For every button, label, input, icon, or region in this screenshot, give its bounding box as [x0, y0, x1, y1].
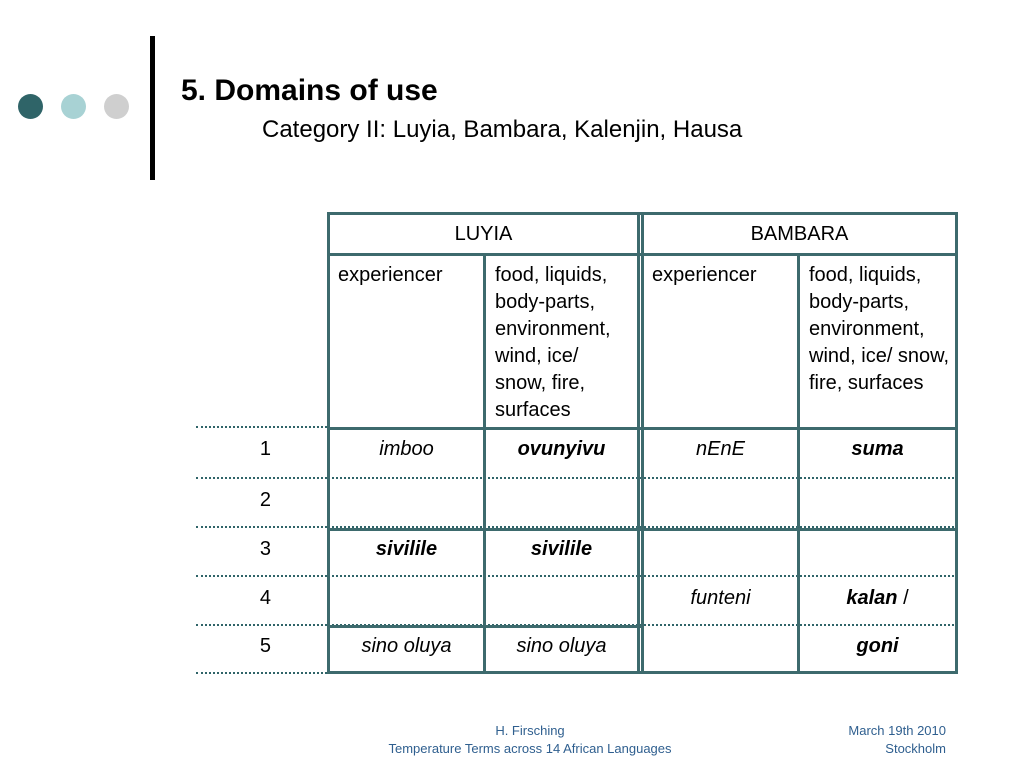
row-separator: [196, 426, 327, 428]
slide-subtitle: Category II: Luyia, Bambara, Kalenjin, Hausa: [262, 116, 743, 143]
row-label: 3: [259, 538, 271, 560]
table-cell: sino oluya: [516, 635, 607, 657]
table-cell: funteni: [690, 587, 751, 609]
column-border: [483, 254, 486, 674]
subheader-domains: food, liquids, body-parts, environment, wind, ice/ snow, fire, surfaces: [809, 264, 950, 394]
row-separator: [196, 575, 327, 577]
row-separator: [196, 477, 327, 479]
table-cell: sino oluya: [361, 635, 452, 657]
slide-title: 5. Domains of use: [181, 74, 438, 107]
decorative-dot-light: [61, 94, 86, 119]
table-cell: sivilile: [375, 538, 438, 560]
domains-table: [196, 212, 958, 674]
table-cell: imboo: [379, 438, 434, 460]
subheader-experiencer: experiencer: [338, 264, 443, 286]
footer-right: [760, 722, 946, 758]
table-cell: sivilile: [530, 538, 593, 560]
row-label-column: [196, 212, 327, 674]
row-label: 4: [259, 587, 271, 609]
row-separator: [196, 672, 327, 674]
row-label: 2: [259, 489, 271, 511]
subheader-domains: food, liquids, body-parts, environment, wind, ice/ snow, fire, surfaces: [495, 264, 611, 421]
column-border: [955, 212, 958, 674]
footer-date: March 19th 2010: [848, 723, 946, 738]
table-cell: [800, 585, 955, 612]
table-cell: goni: [856, 635, 899, 657]
table-cell-word: kalan: [846, 587, 898, 609]
row-label: 1: [259, 438, 271, 460]
decorative-dot-grey: [104, 94, 129, 119]
row-separator: [196, 526, 327, 528]
footer-center: [300, 722, 760, 758]
column-border: [637, 212, 640, 674]
footer-place: Stockholm: [885, 741, 946, 756]
table-grid: [327, 212, 958, 674]
table-cell: ovunyivu: [517, 438, 606, 460]
table-cell: nEnE: [696, 438, 745, 460]
header-luyia: LUYIA: [454, 223, 513, 245]
footer-talk-title: Temperature Terms across 14 African Languages: [388, 741, 672, 756]
header-bambara: BAMBARA: [750, 223, 849, 245]
decorative-dot-dark: [18, 94, 43, 119]
footer-author: H. Firsching: [495, 723, 565, 738]
table-cell: suma: [851, 438, 904, 460]
title-divider-bar: [150, 36, 155, 180]
table-cell-suffix: /: [897, 587, 909, 609]
row-label: 5: [259, 635, 271, 657]
row-separator: [196, 624, 327, 626]
subheader-experiencer: experiencer: [652, 264, 757, 286]
